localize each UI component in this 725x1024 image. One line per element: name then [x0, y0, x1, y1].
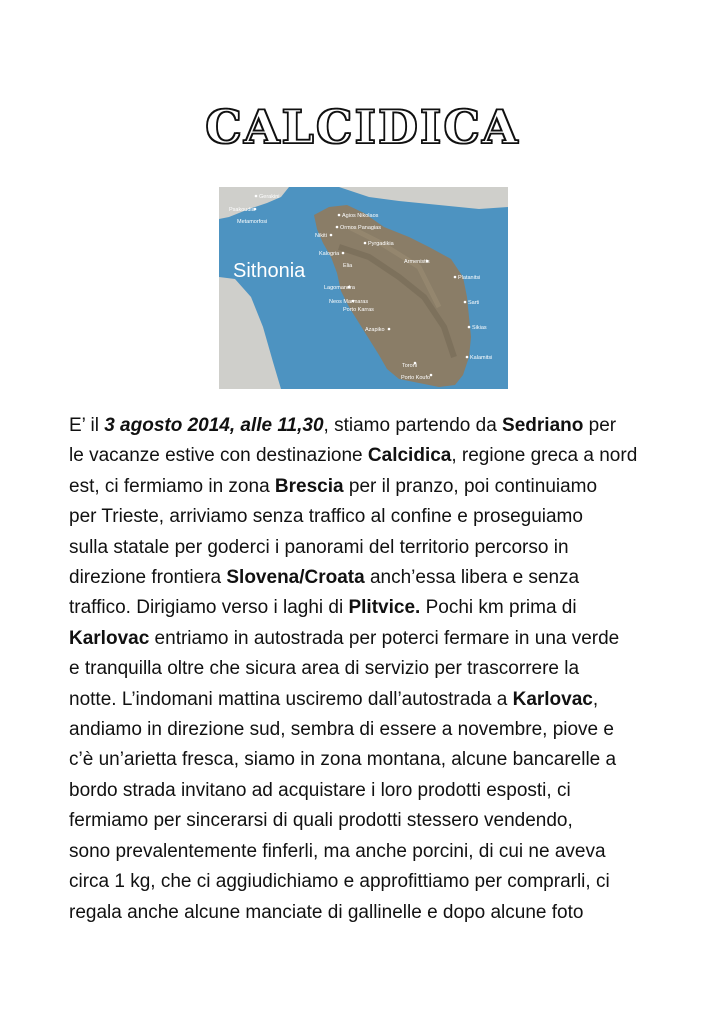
- text-line-14: fermiamo per sincerarsi di quali prodotti stessero vendendo,: [69, 810, 573, 832]
- map-graphic: [219, 187, 508, 389]
- travel-narrative: [69, 411, 669, 928]
- text-line-9: e tranquilla oltre che sicura area di servizio per trascorrere la: [69, 658, 580, 680]
- text-line-3: est, ci fermiamo in zona Brescia per il pranzo, poi continuiamo: [69, 475, 598, 497]
- text-line-2: le vacanze estive con destinazione Calcidica, regione greca a nord: [69, 445, 638, 467]
- place-metamorfosi: Metamorfosi: [237, 219, 268, 225]
- place-gerakini: Gerakini: [259, 194, 280, 200]
- page-title: CALCIDICA: [205, 100, 520, 154]
- text-line-10: notte. L’indomani mattina usciremo dall’autostrada a Karlovac,: [69, 688, 599, 710]
- place-kalogria: Kalogria: [319, 251, 340, 257]
- place-agios-nikolaos: Agios Nikolaos: [342, 213, 379, 219]
- text-line-7: traffico. Dirigiamo verso i laghi di Plitvice. Pochi km prima di: [69, 597, 577, 619]
- place-armenistis: Armenistis: [404, 259, 430, 265]
- place-platanitsi: Platanitsi: [458, 275, 481, 281]
- text-line-17: regala anche alcune manciate di gallinelle e dopo alcune foto: [69, 901, 584, 923]
- place-elia: Elia: [343, 263, 353, 269]
- text-line-4: per Trieste, arriviamo senza traffico al confine e proseguiamo: [69, 506, 583, 528]
- text-line-6: direzione frontiera Slovena/Croata anch’essa libera e senza: [69, 567, 580, 589]
- place-psakoudia: Psakoudia: [229, 207, 255, 213]
- region-label: Sithonia: [233, 260, 306, 282]
- text-line-1: E’ il 3 agosto 2014, alle 11,30, stiamo partendo da Sedriano per: [69, 415, 617, 436]
- place-ormos-panagias: Ormos Panagias: [340, 225, 381, 231]
- sithonia-map: [219, 187, 508, 389]
- place-lagomandra: Lagomandra: [324, 285, 355, 291]
- text-line-8: Karlovac entriamo in autostrada per poterci fermare in una verde: [69, 627, 620, 649]
- place-azapiko: Azapiko: [365, 327, 385, 333]
- text-line-13: bordo strada invitano ad acquistare i loro prodotti esposti, ci: [69, 779, 571, 801]
- place-porto-karras: Porto Karras: [343, 307, 374, 313]
- text-line-5: sulla statale per goderci i panorami del territorio percorso in: [69, 536, 569, 558]
- place-sarti: Sarti: [468, 300, 480, 306]
- place-neos-marmaras: Neos Marmaras: [329, 299, 369, 305]
- place-sikias: Sikias: [472, 325, 487, 331]
- place-porto-koufo: Porto Koufo: [401, 375, 431, 381]
- place-nikiti: Nikiti: [315, 233, 327, 239]
- place-pyrgadikia: Pyrgadikia: [368, 241, 394, 247]
- text-line-15: sono prevalentemente finferli, ma anche porcini, di cui ne aveva: [69, 840, 606, 862]
- text-line-16: circa 1 kg, che ci aggiudichiamo e approfittiamo per comprarli, ci: [69, 871, 610, 893]
- text-line-12: c’è un’arietta fresca, siamo in zona montana, alcune bancarelle a: [69, 749, 617, 771]
- place-kalamitsi: Kalamitsi: [470, 355, 493, 361]
- text-line-11: andiamo in direzione sud, sembra di essere a novembre, piove e: [69, 719, 614, 741]
- place-toroni: Toroni: [402, 363, 417, 369]
